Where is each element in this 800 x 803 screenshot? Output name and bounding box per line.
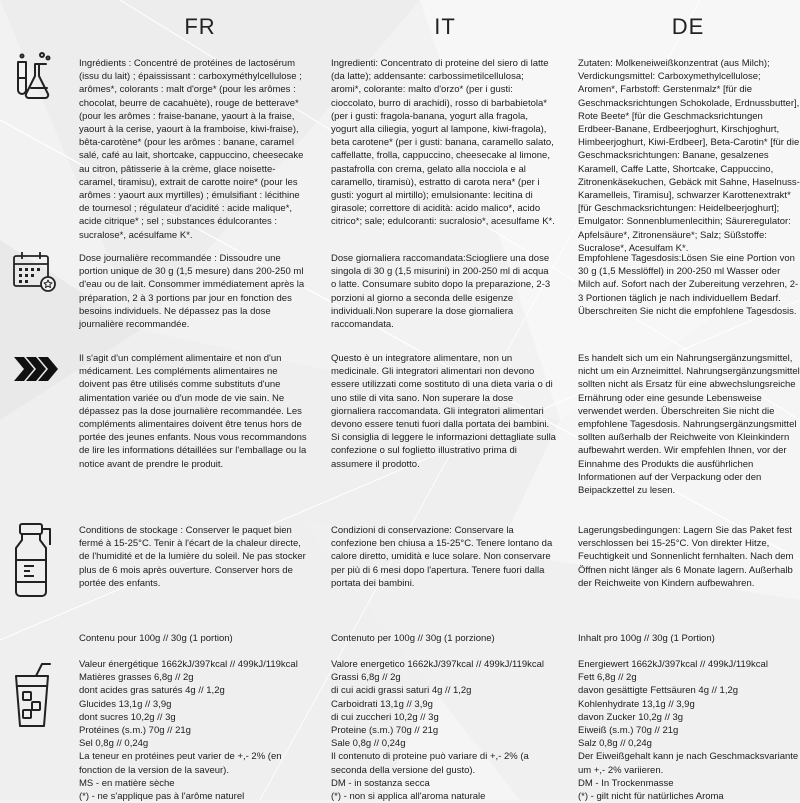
nutrition-fr [79, 658, 310, 803]
nutrition-line: davon Zucker 10,2g // 3g [578, 711, 684, 723]
nutrition-it [331, 658, 556, 803]
nutrition-line: dont sucres 10,2g // 3g [79, 711, 176, 723]
nutrition-line: Valeur énergétique 1662kJ/397kcal // 499kJ/119kcal [79, 659, 298, 670]
nutrition-line: Sel 0,8g // 0,24g [79, 738, 149, 750]
nutrition-line: Salz 0,8g // 0,24g [578, 738, 652, 750]
dose-fr: Dose journalière recommandée : Dissoudre une portion unique de 30 g (1,5 mesure) dans 200-250 ml d'eau ou de lait. Consommer immédiatement après la préparation, 2 à 3 portions par jour en fonction des besoins individuels. Ne dépassez pas la dose journalière recommandée. [79, 253, 305, 331]
nutrition-line: di cui zuccheri 10,2g // 3g [331, 711, 439, 723]
drink-glass-icon [10, 662, 60, 732]
nutrition-note: Der Eiweißgehalt kann je nach Geschmacksvariante um +,- 2% variieren. [578, 751, 799, 776]
dose-it: Dose giornaliera raccomandata:Sciogliere una dose singola di 30 g (1,5 misurini) in 200-250 ml di acqua o latte. Consumare subito dopo la preparazione, 2-3 porzioni al giorno a seconda delle esigenze individuali.Non superare la dose giornaliera raccomandata. [331, 253, 551, 331]
dose-de: Empfohlene Tagesdosis:Lösen Sie eine Portion von 30 g (1,5 Messlöffel) in 200-250 ml Wasser oder Milch auf. Sofort nach der Zubereitung verzehren, 2-3 Portionen täglich je nach individuellem Bedarf. Überschreiten Sie nicht die empfohlene Tagesdosis. [578, 253, 799, 317]
nutrition-line: davon gesättigte Fettsäuren 4g // 1,2g [578, 685, 739, 697]
warning-de: Es handelt sich um ein Nahrungsergänzungsmittel, nicht um ein Arzneimittel. Nahrungsergänzungsmittel sollten nicht als Ersatz für eine abwechslungsreiche Ernährung oder eine gesunde Lebensweise verwendet werden. Überschreiten Sie nicht die empfohlene Tagesdosis. Nahrungsergänzungsmittel sollten außerhalb der Reichweite von Kleinkindern aufbewahrt werden. Wir empfehlen Ihnen, vor der Einnahme des Produkts die ausführlichen Informationen auf der Verpackung oder den Beipackzettel zu lesen. [578, 353, 800, 497]
ingredients-fr: Ingrédients : Concentré de protéines de lactosérum (issu du lait) ; épaississant : carboxyméthylcellulose ; arômes*, colorants : malt d'orge* (pour les arômes : chocolat, beurre de cacahuète), rouge de betterave* (pour les arômes : fraise-banane, yaourt à la fraise, yaourt à la cerise, yaourt à la framboise, kiwi-fraise), bêta-carotène* (pour les arômes : banane, caramel salé, café au lait, shortcake, cappuccino, cheesecake au citron, pâtisserie à la crème, glace noisette-caramel, tiramisu), extrait de carotte noire* (pour les arômes : yaourt aux myrtilles) ; émulsifiant : lécithine de tournesol ; régulateur d'acidité : acide malique*, acide citrique* ; sel ; substances édulcorantes : sucralose*, acésulfame K*. [79, 58, 304, 241]
contents-de: Inhalt pro 100g // 30g (1 Portion) [578, 633, 715, 644]
nutrition-line: di cui acidi grassi saturi 4g // 1,2g [331, 685, 472, 697]
column-header-it: IT [434, 14, 456, 39]
nutrition-line: Fett 6,8g // 2g [578, 672, 637, 684]
nutrition-de [578, 658, 800, 803]
nutrition-line: Matières grasses 6,8g // 2g [79, 672, 194, 684]
calendar-icon [10, 248, 60, 304]
nutrition-line: Protéines (s.m.) 70g // 21g [79, 725, 191, 737]
column-header-fr: FR [184, 14, 216, 39]
nutrition-note: (*) - non si applica all'aroma naturale [331, 791, 486, 803]
nutrition-line: Grassi 6,8g // 2g [331, 672, 401, 684]
nutrition-line: dont acides gras saturés 4g // 1,2g [79, 685, 225, 697]
chevron-arrows-icon [10, 345, 60, 401]
storage-fr: Conditions de stockage : Conserver le paquet bien fermé à 15-25°C. Tenir à l'écart de la chaleur directe, de l'humidité et de la lumière du soleil. Ne pas stocker plus de 6 mois après ouverture. Conserver hors de portée des enfants. [79, 525, 306, 589]
contents-it: Contenuto per 100g // 30g (1 porzione) [331, 633, 495, 644]
ingredients-de: Zutaten: Molkeneiweißkonzentrat (aus Milch); Verdickungsmittel: Carboxymethylcellulose; Aromen*, Farbstoff: Gerstenmalz* [für die Geschmacksrichtungen Schokolade, Erdnussbutter], Rote Beete* [für die Geschmacksrichtungen Erdbeer-Banane, Erdbeerjoghurt, Kirschjoghurt, Himbeerjoghurt, Kiwi-Erdbeer], Beta-Carotin* [für die Geschmacksrichtungen: Banane, gesalzenes Karamell, Caffe Latte, Shortcake, Cappuccino, Zitronenkäsekuchen, Gebäck mit Sahne, Haselnuss-Karamelleis, Tiramisu], schwarzer Karottenextrakt* [für Geschmacksrichtungen: Heidelbeerjoghurt]; Emulgator: Sonnenblumenlecithin; Säureregulator: Apfelsäure*, Zitronensäure*; Salz; Süßstoffe: Sucralose*, Acesulfam K*. [578, 58, 800, 254]
nutrition-note: (*) - gilt nicht für natürliches Aroma [578, 791, 724, 803]
nutrition-line: Valore energetico 1662kJ/397kcal // 499kJ/119kcal [331, 659, 545, 670]
storage-it: Condizioni di conservazione: Conservare la confezione ben chiusa a 15-25°C. Tenere lontano da calore diretto, umidità e luce solare. Non conservare per più di 6 mesi dopo l'apertura. Tenere fuori dalla portata dei bambini. [331, 525, 553, 589]
warning-fr: Il s'agit d'un complément alimentaire et non d'un médicament. Les compléments alimentaires ne doivent pas être utilisés comme substituts d'une alimentation variée ou d'un mode de vie sain. Ne dépassez pas la dose journalière recommandée. Les compléments alimentaires doivent être tenus hors de portée des jeunes enfants. Nous vous recommandons de lire les informations détaillées sur l'emballage ou la notice avant de prendre le produit. [79, 353, 307, 470]
nutrition-note: DM - in sostanza secca [331, 777, 430, 789]
column-header-de: DE [671, 14, 705, 39]
contents-fr: Contenu pour 100g // 30g (1 portion) [79, 633, 233, 644]
nutrition-note: Il contenuto di proteine può variare di +,- 2% (a seconda della versione del gusto). [331, 751, 529, 776]
nutrition-note: MS - en matière sèche [79, 777, 175, 789]
warning-it: Questo è un integratore alimentare, non un medicinale. Gli integratori alimentari non devono essere utilizzati come sostituto di una dieta varia o di uno stile di vita sano. Non superare la dose giornaliera raccomandata. Gli integratori alimentari devono essere tenuti fuori dalla portata dei bambini. Si consiglia di leggere le informazioni dettagliate sulla confezione o sul foglietto illustrativo prima di assumere il prodotto. [331, 353, 556, 470]
nutrition-line: Kohlenhydrate 13,1g // 3,9g [578, 698, 695, 710]
nutrition-line: Eiweiß (s.m.) 70g // 21g [578, 725, 679, 737]
nutrition-line: Energiewert 1662kJ/397kcal // 499kJ/119kcal [578, 659, 768, 670]
nutrition-note: La teneur en protéines peut varier de +,- 2% (en fonction de la version de la saveur). [79, 751, 282, 776]
nutrition-note: (*) - ne s'applique pas à l'arôme naturel [79, 791, 245, 803]
ingredients-it: Ingredienti: Concentrato di proteine del siero di latte (da latte); addensante: carbossimetilcellulosa; aromi*, colorante: malto d'orzo* (per i gusti: cioccolato, burro di arachidi), rosso di barbabietola* (per i gusti: fragola-banana, yogurt alla fragola, yogurt alla ciliegia, yogurt al lampone, kiwi-fragola), beta carotene* (per i gusti: banana, caramello salato, caffellatte, frolla, cappuccino, cheesecake al limone, pastafrolla con crema, gelato alla nocciola e al caramello, tiramisù), estratto di carota nera* (per i gusti: yogurt al mirtillo); emulsionante: lecitina di girasole; correttore di acidità: acido malico*, acido citrico*; sale; edulcoranti: sucralosio*, acesulfame K*. [331, 58, 555, 228]
lab-flask-icon [10, 50, 60, 106]
storage-de: Lagerungsbedingungen: Lagern Sie das Paket fest verschlossen bei 15-25°C. Von direkter Hitze, Feuchtigkeit und Sonnenlicht fernhalten. Nach dem Öffnen nicht länger als 6 Monate lagern. Außerhalb der Reichweite von Kindern aufbewahren. [578, 525, 794, 589]
nutrition-line: Carboidrati 13,1g // 3,9g [331, 698, 433, 710]
nutrition-line: Proteine (s.m.) 70g // 21g [331, 725, 439, 737]
nutrition-line: Sale 0,8g // 0,24g [331, 738, 406, 750]
nutrition-line: Glucides 13,1g // 3,9g [79, 698, 172, 710]
bottle-icon [10, 520, 60, 600]
nutrition-note: DM - In Trockenmasse [578, 777, 674, 789]
